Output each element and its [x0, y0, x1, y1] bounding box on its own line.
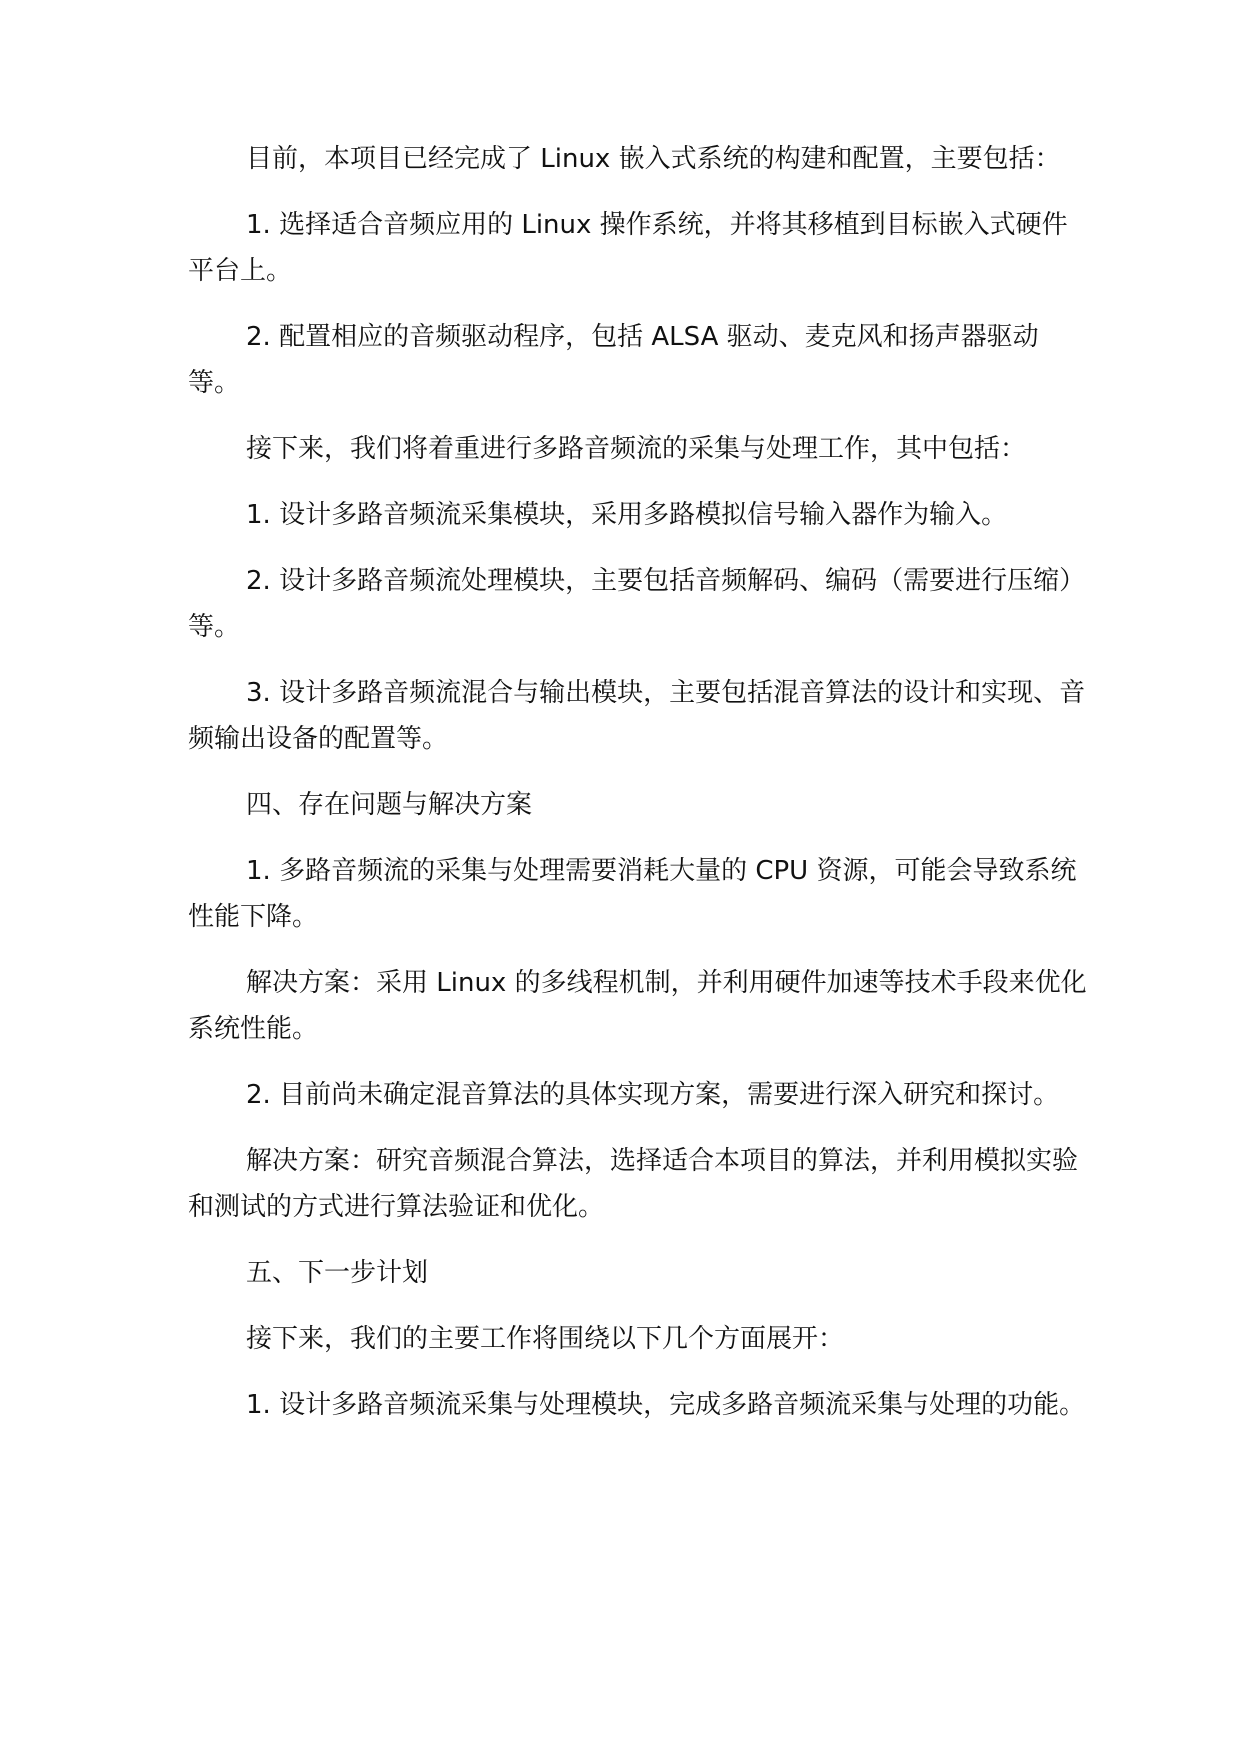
document-body — [188, 136, 1088, 1448]
paragraph-progress-item-2: 2. 配置相应的音频驱动程序，包括 ALSA 驱动、麦克风和扬声器驱动等。 — [188, 322, 1039, 398]
section-heading-problems: 四、存在问题与解决方案 — [246, 790, 533, 820]
paragraph-next-work-intro: 接下来，我们将着重进行多路音频流的采集与处理工作，其中包括： — [246, 434, 1027, 464]
paragraph-next-work-item-1: 1. 设计多路音频流采集模块，采用多路模拟信号输入器作为输入。 — [246, 500, 1008, 530]
paragraph-progress-item-1: 1. 选择适合音频应用的 Linux 操作系统，并将其移植到目标嵌入式硬件平台上。 — [188, 210, 1068, 286]
paragraph-next-plan-intro: 接下来，我们的主要工作将围绕以下几个方面展开： — [246, 1324, 845, 1354]
paragraph-next-work-item-2: 2. 设计多路音频流处理模块，主要包括音频解码、编码（需要进行压缩）等。 — [188, 566, 1086, 642]
paragraph-progress-intro: 目前，本项目已经完成了 Linux 嵌入式系统的构建和配置，主要包括： — [246, 144, 1061, 174]
paragraph-next-work-item-3: 3. 设计多路音频流混合与输出模块，主要包括混音算法的设计和实现、音频输出设备的配置等。 — [188, 678, 1086, 754]
section-heading-next-plan: 五、下一步计划 — [246, 1258, 429, 1288]
paragraph-problem-1: 1. 多路音频流的采集与处理需要消耗大量的 CPU 资源，可能会导致系统性能下降。 — [188, 856, 1077, 932]
paragraph-next-plan-item-1: 1. 设计多路音频流采集与处理模块，完成多路音频流采集与处理的功能。 — [246, 1390, 1086, 1420]
paragraph-solution-1: 解决方案：采用 Linux 的多线程机制，并利用硬件加速等技术手段来优化系统性能。 — [188, 968, 1087, 1044]
paragraph-solution-2: 解决方案：研究音频混合算法，选择适合本项目的算法，并利用模拟实验和测试的方式进行算法验证和优化。 — [188, 1146, 1079, 1222]
paragraph-problem-2: 2. 目前尚未确定混音算法的具体实现方案，需要进行深入研究和探讨。 — [246, 1080, 1060, 1110]
